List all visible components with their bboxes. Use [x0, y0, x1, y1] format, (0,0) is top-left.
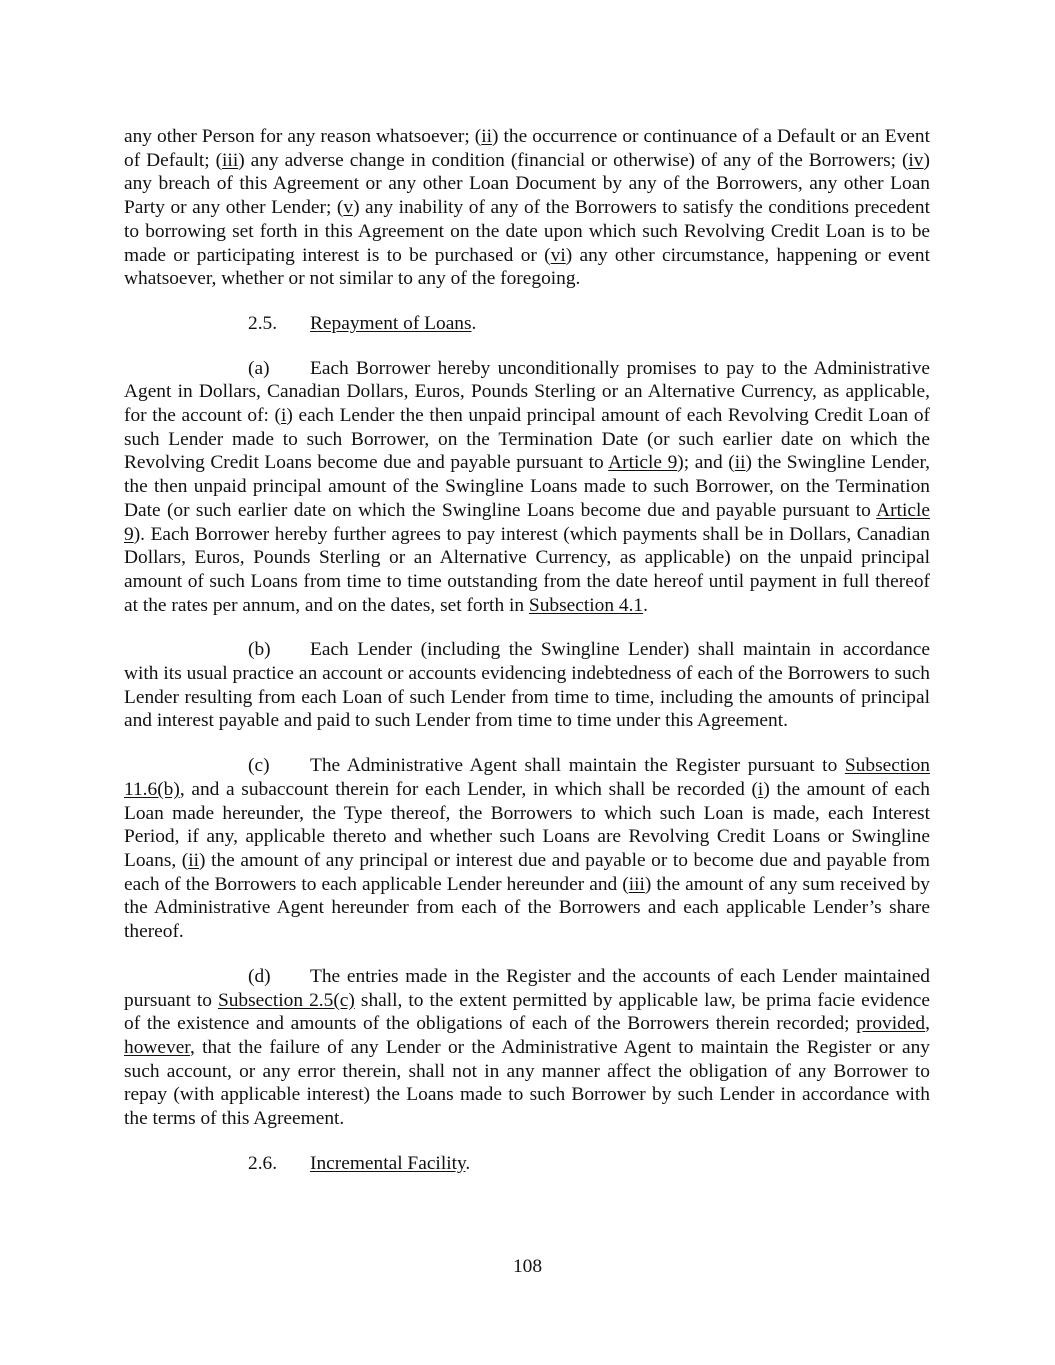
section-number: 2.6. [248, 1152, 278, 1174]
paragraph-label: (a) [248, 357, 270, 379]
paragraph-label: (b) [248, 639, 271, 661]
text: Each Borrower hereby unconditionally promises to pay to the Administrative Agent in Dollars, Canadian Dollars, Euros, Pounds Sterling or an Alternative Currency, as applicable, for the account of: ( [124, 357, 930, 427]
text: ) the amount of any sum received by the Administrative Agent hereunder from each of the Borrowers and each applicable Lender’s share thereof. [124, 873, 930, 943]
cross-reference: Article 9 [124, 499, 930, 545]
paragraph-b [124, 638, 930, 733]
roman-numeral: ii [481, 126, 493, 147]
page-number: 108 [512, 1256, 543, 1277]
cross-reference: Article 9 [608, 452, 678, 474]
text: , [925, 1013, 930, 1035]
text: ); and ( [677, 452, 735, 474]
roman-numeral: vi [550, 244, 566, 266]
text: The entries made in the Register and the accounts of each Lender maintained pursuant to [124, 965, 930, 1011]
text: , that the failure of any Lender or the Administrative Agent to maintain the Register or any such account, or any error therein, shall not in any manner affect the obligation of any Borrower to repay (with applicable interest) the Loans made to such Borrower by such Lender in accordance with the terms of this Agreement. [124, 1036, 930, 1130]
text: . [643, 594, 648, 616]
cross-reference: Subsection 4.1 [528, 594, 644, 616]
roman-numeral: iv [908, 149, 924, 171]
text: ) the amount of each Loan made hereunder, the Type thereof, the Borrowers to which such Loan is made, each Interest Period, if any, applicable thereto and whether such Loans are Revolving Credit Loans or Swingline Loans, ( [124, 778, 930, 871]
text: . [465, 1152, 471, 1174]
emphasis-term: provided [856, 1013, 926, 1035]
text: ) any inability of any of the Borrowers to satisfy the conditions precedent to borrowing set forth in this Agreement on the date upon which such Revolving Credit Loan is to be made or participating interest is to be purchased or ( [124, 197, 930, 266]
continuation-paragraph [124, 125, 930, 291]
text: . [471, 312, 477, 334]
text: ) the Swingline Lender, the then unpaid principal amount of the Swingline Loans made to such Borrower, on the Termination Date (or such earlier date on which the Swingline Loans become due and payable pursuant to [124, 452, 930, 521]
cross-reference: Subsection 2.5(c) [217, 989, 355, 1011]
section-title: Incremental Facility [310, 1152, 466, 1174]
section-title: Repayment of Loans [310, 312, 472, 334]
section-number: 2.5. [248, 312, 278, 334]
paragraph-label: (d) [248, 965, 271, 987]
paragraph-d [124, 965, 930, 1131]
text: ) any other circumstance, happening or event whatsoever, whether or not similar to any of the foregoing. [124, 244, 931, 290]
document-page [124, 125, 930, 1196]
text: ) the occurrence or continuance of a Default or an Event of Default; ( [124, 126, 930, 171]
roman-numeral: i [281, 405, 287, 427]
paragraph-c [124, 754, 930, 944]
roman-numeral: ii [734, 452, 746, 474]
roman-numeral: ii [188, 849, 200, 871]
roman-numeral: iii [222, 149, 239, 171]
text: ) each Lender the then unpaid principal amount of each Revolving Credit Loan of such Lender made to such Borrower, on the Termination Date (or such earlier date on which the Revolving Credit Loans become due and payable pursuant to [124, 405, 930, 474]
text: ) the amount of any principal or interest due and payable or to become due and payable from each of the Borrowers to each applicable Lender hereunder and ( [124, 849, 930, 895]
text: ) any breach of this Agreement or any other Loan Document by any of the Borrowers, any other Loan Party or any other Lender; ( [124, 149, 930, 219]
text: ). Each Borrower hereby further agrees to pay interest (which payments shall be in Dollars, Canadian Dollars, Euros, Pounds Sterling or an Alternative Currency, as applicable) on the unpaid principal amount of such Loans from time to time outstanding from the date hereof until payment in full thereof at the rates per annum, and on the dates, set forth in [124, 523, 930, 616]
text: ) any adverse change in condition (financial or otherwise) of any of the Borrowers; ( [238, 149, 909, 171]
roman-numeral: i [757, 778, 764, 800]
roman-numeral: iii [628, 873, 645, 895]
text: shall, to the extent permitted by applicable law, be prima facie evidence of the existence and amounts of the obligations of each of the Borrowers therein recorded; [124, 989, 931, 1035]
section-heading-2-6 [124, 1152, 930, 1176]
text: any other Person for any reason whatsoever; ( [124, 126, 482, 147]
text: , and a subaccount therein for each Lender, in which shall be recorded ( [179, 778, 758, 800]
text: The Administrative Agent shall maintain the Register pursuant to [310, 755, 845, 777]
roman-numeral: v [343, 197, 354, 219]
paragraph-a [124, 357, 930, 618]
text: Each Lender (including the Swingline Lender) shall maintain in accordance with its usual practice an account or accounts evidencing indebtedness of each of the Borrowers to such Lender resulting from each Loan of such Lender from time to time, including the amounts of principal and interest payable and paid to such Lender from time to time under this Agreement. [124, 639, 930, 732]
cross-reference: Subsection 11.6(b) [124, 755, 930, 800]
paragraph-label: (c) [248, 755, 270, 777]
emphasis-term: however [124, 1036, 190, 1058]
section-heading-2-5 [124, 312, 930, 336]
